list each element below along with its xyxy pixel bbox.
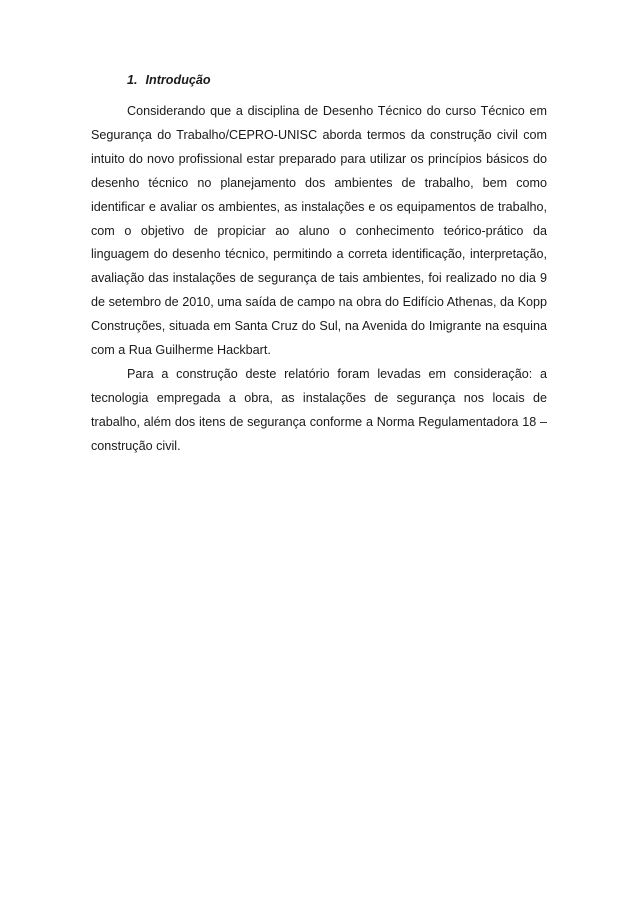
section-number: 1. <box>127 73 138 87</box>
paragraph-intro: Considerando que a disciplina de Desenho Técnico do curso Técnico em Segurança do Trabalho/CEPRO-UNISC aborda termos da construção civil com intuito do novo profissional estar preparado para utilizar os princípios básicos do desenho técnico no planejamento dos ambientes de trabalho, bem como identificar e avaliar os ambientes, as instalações e os equipamentos de trabalho, com o objetivo de propiciar ao aluno o conhecimento teórico-prático da linguagem do desenho técnico, permitindo a correta identificação, interpretação, avaliação das instalações de segurança de tais ambientes, foi realizado no dia 9 de setembro de 2010, uma saída de campo na obra do Edifício Athenas, da Kopp Construções, situada em Santa Cruz do Sul, na Avenida do Imigrante na esquina com a Rua Guilherme Hackbart. <box>91 104 547 358</box>
section-title: Introdução <box>145 73 211 87</box>
section-heading <box>91 70 547 90</box>
paragraph-considerations: Para a construção deste relatório foram levadas em consideração: a tecnologia empregada a obra, as instalações de segurança nos locais de trabalho, além dos itens de segurança conforme a Norma Regulamentadora 18 – construção civil. <box>91 366 547 453</box>
page-content <box>91 70 547 459</box>
